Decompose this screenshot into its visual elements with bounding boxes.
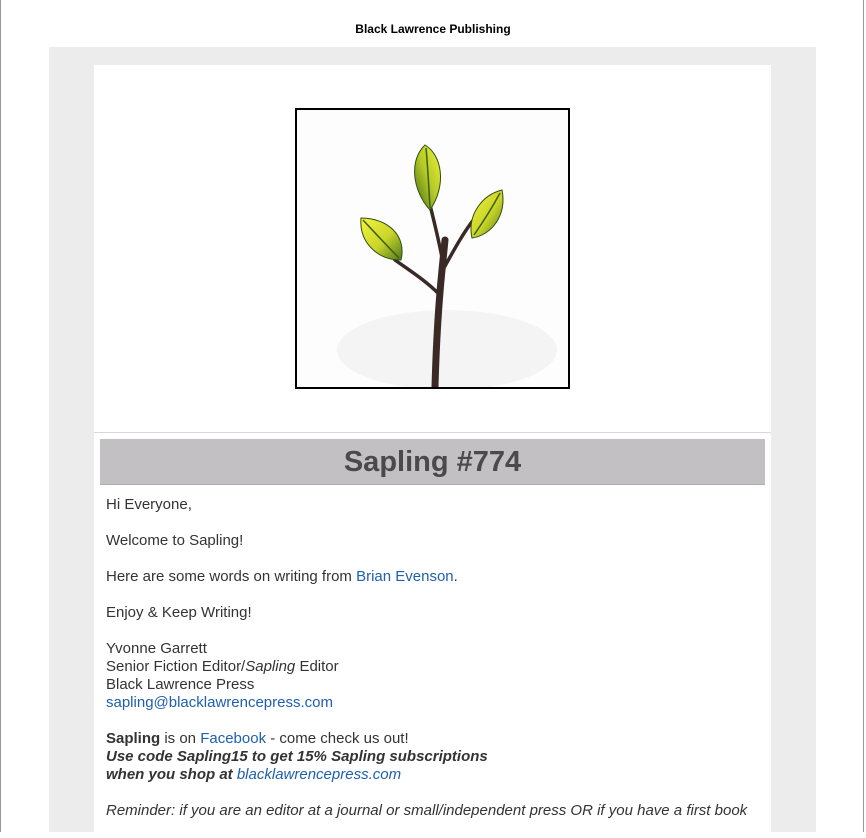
promo-line-1: Use code Sapling15 to get 15% Sapling subscriptions [106, 748, 488, 765]
signature-email-link[interactable]: sapling@blacklawrencepress.com [106, 694, 333, 711]
signature-role-prefix: Senior Fiction Editor/ [106, 658, 246, 675]
signature-role-suffix: Editor [295, 658, 339, 675]
signature-block [106, 640, 766, 712]
leaf-branch-icon [297, 110, 568, 387]
signature-name: Yvonne Garrett [106, 640, 207, 657]
sapling-branch-image [295, 108, 570, 389]
welcome-text: Welcome to Sapling! [106, 532, 244, 549]
social-brand: Sapling [106, 730, 161, 747]
facebook-link[interactable]: Facebook [200, 730, 267, 747]
signature-role-italic: Sapling [245, 658, 296, 675]
words-end-text: . [453, 568, 458, 585]
greeting-text: Hi Everyone, [106, 496, 192, 513]
signature-org: Black Lawrence Press [106, 676, 255, 693]
newsletter-title: Sapling #774 [100, 439, 765, 485]
words-intro-text: Here are some words on writing from [106, 568, 357, 585]
email-body [106, 496, 766, 838]
sender-name: Black Lawrence Publishing [355, 22, 511, 36]
words-paragraph [106, 568, 766, 586]
section-divider [94, 432, 771, 433]
social-text-2: - come check us out! [266, 730, 409, 747]
reminder-text: Reminder: if you are an editor at a journal or small/independent press OR if you have a first book [106, 802, 748, 819]
promo-line-2: when you shop at [106, 766, 237, 783]
closing-text: Enjoy & Keep Writing! [106, 604, 252, 621]
social-promo-block [106, 730, 766, 784]
social-text-1: is on [160, 730, 201, 747]
author-link[interactable]: Brian Evenson [356, 568, 454, 585]
shop-link[interactable]: blacklawrencepress.com [236, 766, 402, 783]
